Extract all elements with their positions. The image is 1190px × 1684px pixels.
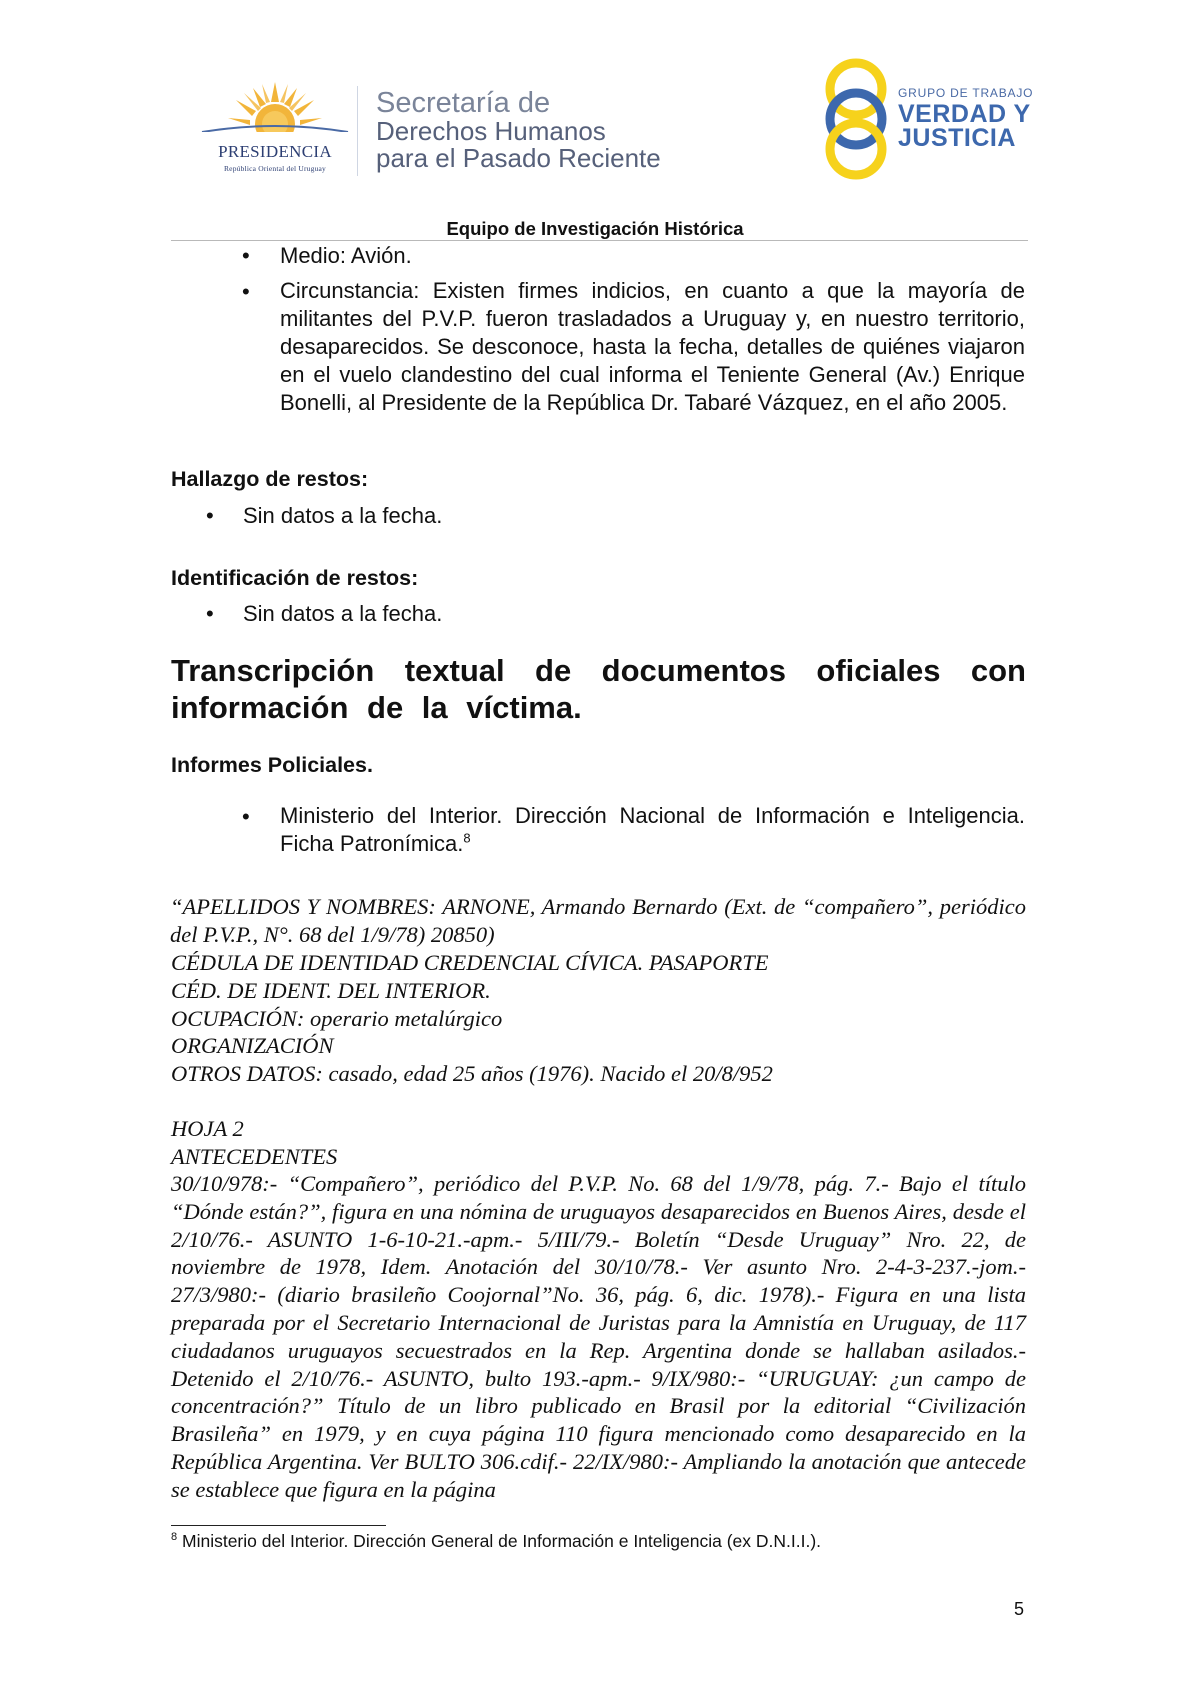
bullet-dot: • [242,804,250,829]
ficha-line-3: CÉD. DE IDENT. DEL INTERIOR. [171,978,491,1003]
presidencia-logo [200,80,350,175]
ficha-line-5: ORGANIZACIÓN [171,1033,334,1058]
informes-heading: Informes Policiales. [171,753,373,777]
secretaria-line1: Secretaría de [376,87,551,119]
transcripcion-heading: Transcripción textual de documentos oficiales con información de la víctima. [171,653,1026,725]
footnote-ref: 8 [463,830,471,846]
ministerio-text-wrap [280,802,1025,858]
secretaria-line2: Derechos Humanos [376,116,606,146]
ficha-line-6: OTROS DATOS: casado, edad 25 años (1976). Nacido el 20/8/952 [171,1061,773,1086]
bullet-dot: • [206,601,214,626]
ministerio-text: Ministerio del Interior. Dirección Nacional de Información e Inteligencia. Ficha Patronímica. [280,803,1025,856]
team-title: Equipo de Investigación Histórica [446,218,744,239]
antecedentes-text: 30/10/978:- “Compañero”, periódico del P.V.P. No. 68 del 1/9/78, pág. 7.- Bajo el título “Dónde están?”, figura en una nómina de uruguayos desaparecidos en Buenos Aires, desde el 2/10/76.- ASUNTO 1-6-10-21.-apm.- 5/III/79.- Boletín “Desde Uruguay” Nro. 22, de noviembre de 1978, Idem. Anotación del 30/10/78.- Ver asunto Nro. 2-4-3-237.-jom.- 27/3/980:- (diario brasileño Coojornal”No. 36, pág. 6, dic. 1978).- Figura en una lista preparada por el Secretario Internacional de Juristas para la Amnistía en Uruguay, de 117 ciudadanos uruguayos secuestrados en la Rep. Argentina donde se hallaban asilados.- Detenido el 2/10/76.- ASUNTO, bulto 193.-apm.- 9/IX/980:- “URUGUAY: ¿un campo de concentración?” Título de un libro publicado en Brasil por la editorial “Civilización Brasileña” en 1979, y en cuya página 110 figura mencionado como desaparecido en la República Argentina. Ver BULTO 306.cdif.- 22/IX/980:- Ampliando la anotación que antecede se establece que figura en la página [171,1171,1026,1502]
secretaria-logo-text [376,88,661,172]
circunstancia-item: Circunstancia: Existen firmes indicios, en cuanto a que la mayoría de militantes del P.V.P. fueron trasladados a Uruguay y, en nuestro territorio, desaparecidos. Se desconoce, hasta la fecha, detalles de quiénes viajaron en el vuelo clandestino del cual informa el Teniente General (Av.) Enrique Bonelli, al Presidente de la República Dr. Tabaré Vázquez, en el año 2005. [280,278,1025,415]
grupo-line2: JUSTICIA [898,124,1016,152]
hallazgo-item: Sin datos a la fecha. [243,503,443,528]
identificacion-item: Sin datos a la fecha. [243,601,443,626]
ministerio-item [280,802,1025,858]
verdad-justicia-logo [822,56,1034,182]
presidencia-title: PRESIDENCIA [218,142,332,161]
ficha-line-2: CÉDULA DE IDENTIDAD CREDENCIAL CÍVICA. PASAPORTE [171,950,769,975]
identificacion-heading: Identificación de restos: [171,566,419,590]
sun-icon [200,80,350,142]
hallazgo-heading: Hallazgo de restos: [171,467,369,491]
footnote [171,1531,821,1552]
hoja-label: HOJA 2 [171,1116,244,1141]
header-rule [171,240,1028,241]
grupo-small-label: GRUPO DE TRABAJO [898,86,1034,100]
footnote-text: Ministerio del Interior. Dirección General de Información e Inteligencia (ex D.N.I.I.). [182,1531,822,1551]
antecedentes-label: ANTECEDENTES [171,1144,338,1169]
bullet-dot: • [242,243,250,268]
rings-icon [822,56,892,182]
ficha-line-4: OCUPACIÓN: operario metalúrgico [171,1006,503,1031]
medio-item: Medio: Avión. [280,243,412,268]
bullet-dot: • [242,279,250,304]
bullet-dot: • [206,503,214,528]
presidencia-subtitle: República Oriental del Uruguay [223,164,326,173]
page-number: 5 [1014,1599,1025,1619]
header-divider [357,86,358,176]
secretaria-line3: para el Pasado Reciente [376,143,661,173]
footnote-number: 8 [171,1531,178,1544]
ficha-line-1: “APELLIDOS Y NOMBRES: ARNONE, Armando Bernardo (Ext. de “compañero”, periódico del P.V.P., N°. 68 del 1/9/78) 20850) [170,894,1026,947]
grupo-line1: VERDAD Y [898,100,1031,128]
footnote-rule [171,1525,386,1526]
